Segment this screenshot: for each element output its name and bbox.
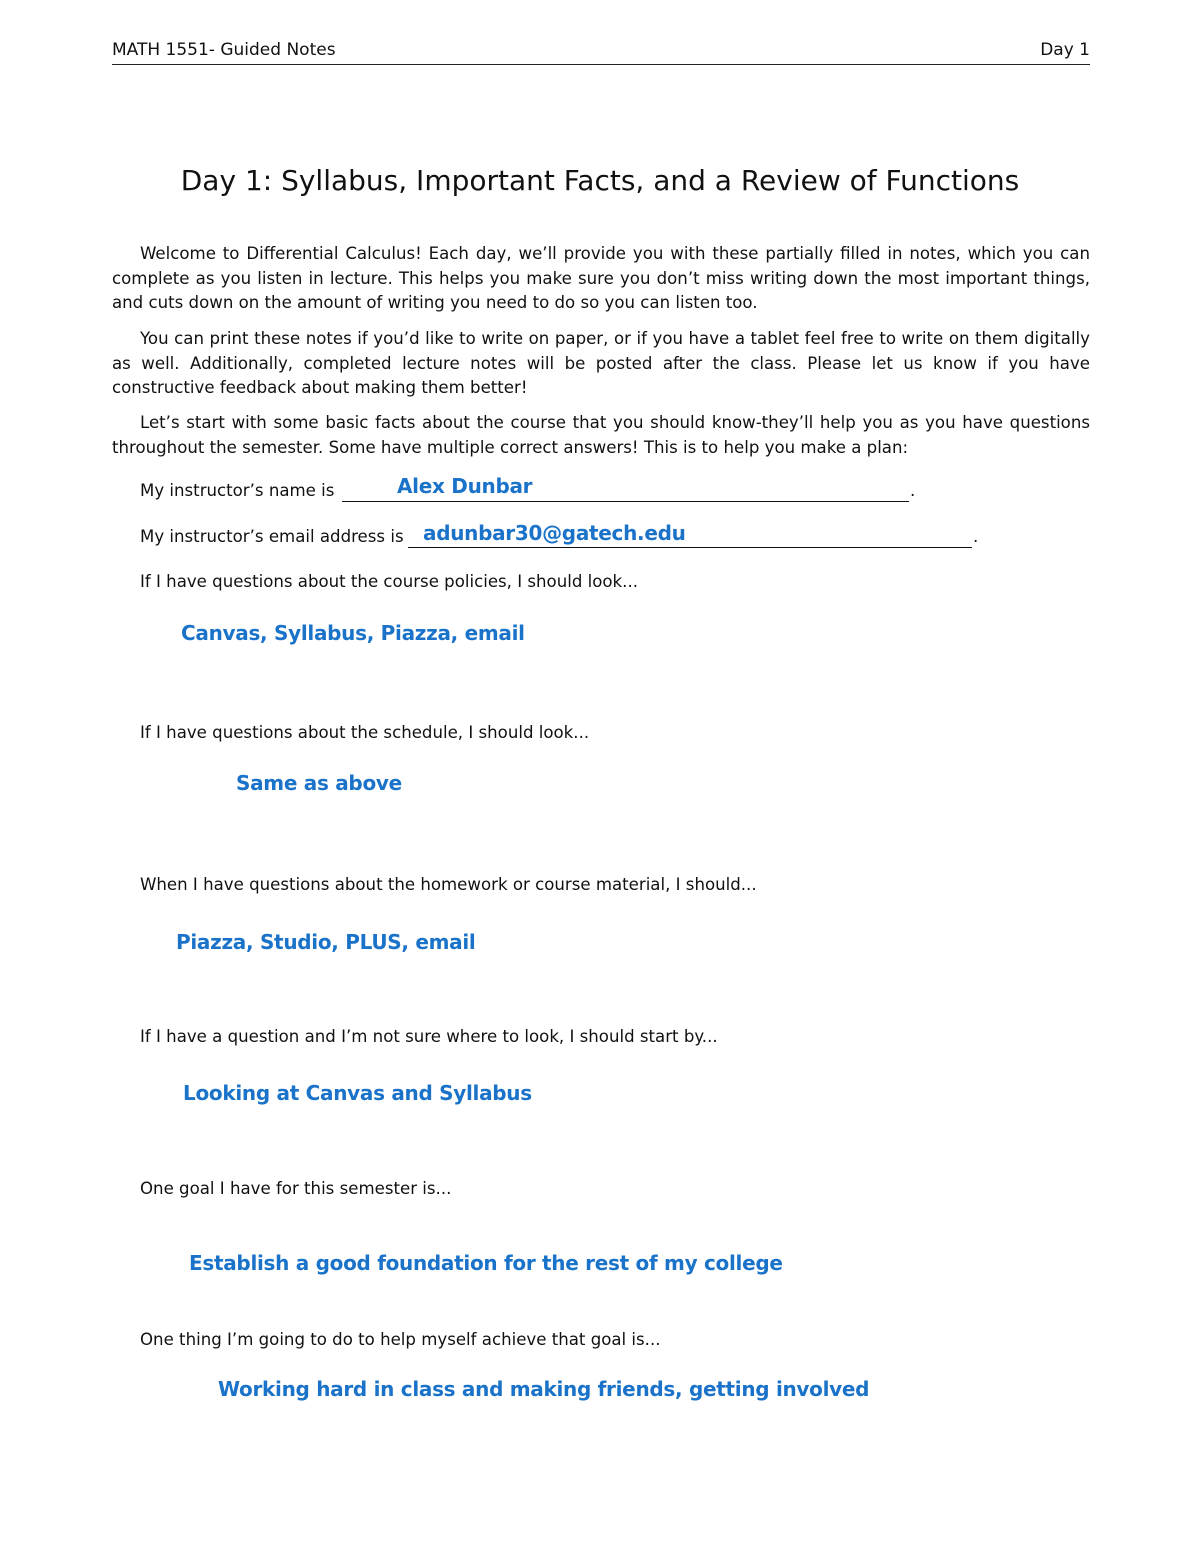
question-prompt: If I have questions about the schedule, I should look... <box>140 723 590 742</box>
header-day: Day 1 <box>1040 40 1090 60</box>
email-answer: adunbar30@gatech.edu <box>423 521 686 545</box>
intro-paragraph: Welcome to Differential Calculus! Each day, we’ll provide you with these partially filled in notes, which you can complete as you listen in lecture. This helps you make sure you don’t miss writing down the most important things, and cuts down on the amount of writing you need to do so you can listen too. <box>112 244 1090 312</box>
question-prompt: If I have questions about the course policies, I should look... <box>140 572 638 591</box>
email-blank <box>408 547 972 548</box>
question-prompt: One goal I have for this semester is... <box>140 1179 452 1198</box>
question-answer: Looking at Canvas and Syllabus <box>183 1081 532 1105</box>
question-prompt: When I have questions about the homework or course material, I should... <box>140 875 757 894</box>
question-prompt: One thing I’m going to do to help myself achieve that goal is... <box>140 1330 661 1349</box>
name-blank <box>342 501 909 502</box>
question-prompt: If I have a question and I’m not sure where to look, I should start by... <box>140 1027 718 1046</box>
question-answer: Same as above <box>236 771 402 795</box>
name-period: . <box>910 481 916 500</box>
print-paragraph: You can print these notes if you’d like to write on paper, or if you have a tablet feel free to write on them digitally as well. Additionally, completed lecture notes will be posted after the class. Please let us know if you have constructive feedback about making them better! <box>112 329 1090 397</box>
question-answer: Establish a good foundation for the rest of my college <box>189 1251 783 1275</box>
page-header <box>112 40 1090 65</box>
page-title: Day 1: Syllabus, Important Facts, and a Review of Functions <box>180 164 1020 197</box>
question-answer: Piazza, Studio, PLUS, email <box>176 930 476 954</box>
facts-paragraph: Let’s start with some basic facts about the course that you should know-they’ll help you as you have questions throughout the semester. Some have multiple correct answers! This is to help you make a plan: <box>112 413 1090 457</box>
email-period: . <box>973 527 979 546</box>
question-answer: Canvas, Syllabus, Piazza, email <box>181 621 525 645</box>
header-course: MATH 1551- Guided Notes <box>112 40 336 60</box>
question-answer: Working hard in class and making friends, getting involved <box>218 1377 870 1401</box>
email-prompt: My instructor’s email address is <box>140 527 404 546</box>
name-prompt: My instructor’s name is <box>140 481 335 500</box>
name-answer: Alex Dunbar <box>397 474 533 498</box>
